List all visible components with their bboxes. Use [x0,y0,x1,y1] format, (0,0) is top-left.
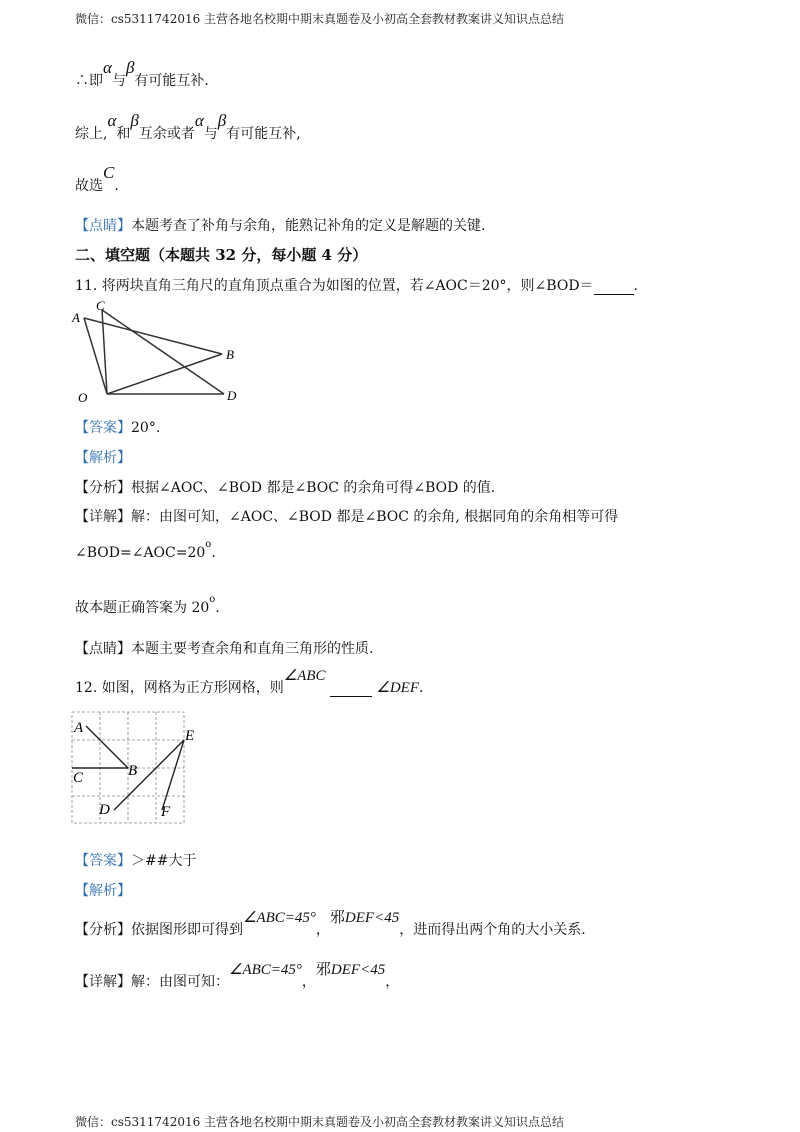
page-footer: 微信：cs5311742016 主营各地名校期中期末真题卷及小初高全套教材教案讲义知识点总结 [75,1115,565,1129]
section-title: 二、填空题（本题共 32 分，每小题 4 分） [75,246,368,264]
equation: DEF<45 [344,910,400,926]
text: 与 [111,73,126,89]
tag-answer: 【答案】 [75,853,131,869]
label-c: C [73,770,84,786]
text: 本题考查了补角与余角，能熟记补角的定义是解题的关键. [131,218,486,234]
garbled-glyph: 邪 [315,960,331,978]
q12-fenxi [75,908,586,939]
garbled-glyph: 邪 [329,908,345,926]
label-f: F [161,804,171,820]
q11-equation [75,539,216,561]
text: 本题主要考查余角和直角三角形的性质. [131,641,374,657]
question-text: 12. 如图，网格为正方形网格，则 [75,680,284,696]
label-b: B [226,347,234,362]
text: ，进而得出两个角的大小关系. [399,922,586,938]
angle-abc: ∠ABC [283,668,326,684]
text: . [211,545,216,561]
q12-analysis-tag: 【解析】 [75,883,131,899]
degree-mark: o [205,539,212,550]
text: . [633,278,638,294]
q10-line3 [75,163,119,195]
text: 和 [116,126,131,142]
text: 有可能互补. [134,73,209,89]
text: ∴即 [75,73,103,89]
q10-line1 [75,58,209,90]
answer-blank [594,294,634,295]
q12-figure [72,712,195,827]
text: 故选 [75,178,103,194]
page-header: 微信：cs5311742016 主营各地名校期中期末真题卷及小初高全套教材教案讲义知识点总结 [75,12,565,26]
symbol-alpha: α [194,111,204,130]
label-a: A [72,310,80,325]
label-e: E [185,728,195,744]
q11-conclusion [75,594,220,617]
symbol-alpha: α [107,111,117,130]
symbol-beta: β [217,111,227,130]
text: . [419,680,424,696]
text: 有可能互补, [226,126,301,142]
choice-c: C [103,163,115,182]
q11-analysis-tag: 【解析】 [75,450,131,466]
equation: ∠BOD=∠AOC=20 [75,545,206,561]
tag-xiangjie: 【详解】 [75,974,131,990]
q12-stem [75,668,424,697]
q11-stem [75,275,638,295]
text: 解：由图可知： [131,974,229,990]
text: 与 [203,126,218,142]
label-a: A [74,720,84,736]
text: ， [385,974,400,990]
answer-text: ＞##大于 [131,853,197,869]
equation: ∠ABC=45° [229,962,302,978]
tag-dianjing: 【点睛】 [75,218,131,234]
label-d: D [227,388,237,403]
tag-answer: 【答案】 [75,420,131,436]
label-b: B [128,763,138,779]
tag-fenxi: 【分析】 [75,922,131,938]
degree-mark: o [209,594,216,605]
text: . [114,178,119,194]
q11-xiangjie [75,506,618,526]
equation: ∠ABC=45° [243,910,316,926]
angle-def: ∠DEF [376,680,420,696]
text: ， [315,922,330,938]
symbol-beta: β [130,111,139,130]
text: 互余或者 [138,126,195,142]
q11-dianjing [75,638,373,658]
symbol-beta: β [125,58,135,77]
label-c: C [96,298,105,313]
tag-dianjing: 【点睛】 [75,641,131,657]
label-o: O [78,390,88,405]
text: 依据图形即可得到 [131,922,243,938]
text: 解：由图可知，∠AOC、∠BOD 都是∠BOC 的余角, 根据同角的余角相等可得 [131,509,619,525]
text: ， [301,974,316,990]
text: . [215,600,220,616]
tag-fenxi: 【分析】 [75,480,131,496]
text: 根据∠AOC、∠BOD 都是∠BOC 的余角可得∠BOD 的值. [131,480,496,496]
q10-comment [75,215,485,235]
symbol-alpha: α [103,58,112,77]
q12-xiangjie [75,960,400,991]
text: 故本题正确答案为 20 [75,600,210,616]
q11-answer [75,417,160,437]
equation: DEF<45 [330,962,386,978]
q11-figure [70,298,240,408]
label-d: D [99,802,110,818]
tag-xiangjie: 【详解】 [75,509,131,525]
q12-answer [75,850,196,870]
q11-fenxi [75,477,495,497]
text: 综上, [75,126,108,142]
answer-blank [330,696,372,697]
answer-text: 20°. [131,420,161,436]
q10-line2 [75,111,301,143]
question-text: 11. 将两块直角三角尺的直角顶点重合为如图的位置，若∠AOC＝20°，则∠BOD＝ [75,278,594,294]
